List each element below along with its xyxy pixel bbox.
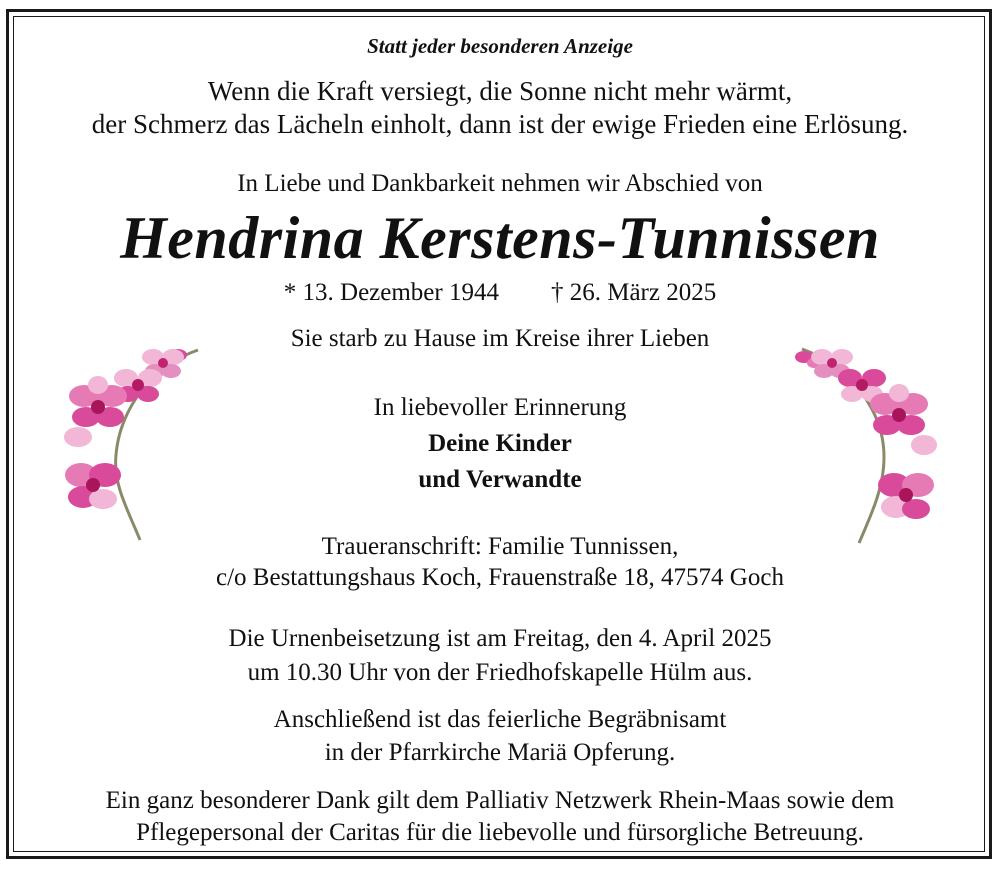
verse-line-1: Wenn die Kraft versiegt, die Sonne nicht mehr wärmt, (207, 76, 793, 106)
death-note: Sie starb zu Hause im Kreise ihrer Lieben (290, 325, 710, 352)
urn-burial-line-1: Die Urnenbeisetzung ist am Freitag, den 4. April 2025 (228, 625, 772, 652)
orchid-branch-icon (784, 335, 944, 545)
verse-line-2: der Schmerz das Lächeln einholt, dann ist der ewige Frieden eine Erlösung. (91, 109, 909, 139)
life-dates (0, 279, 1000, 307)
deceased-name: Hendrina Kerstens-Tunnissen (120, 205, 880, 271)
memory-text: In liebevoller Erinnerung (373, 394, 627, 421)
thanks-line-2: Pflegepersonal der Caritas für die liebevolle und fürsorgliche Betreuung. (136, 819, 864, 846)
mourners-line-1: Deine Kinder (428, 430, 572, 457)
address-line-1: Traueranschrift: Familie Tunnissen, (321, 533, 679, 560)
mourners-line-2: und Verwandte (418, 466, 582, 493)
birth-date: * 13. Dezember 1944 (283, 279, 499, 306)
death-date: † 26. März 2025 (550, 279, 717, 306)
farewell-text: In Liebe und Dankbarkeit nehmen wir Abschied von (237, 170, 763, 197)
thanks-line-1: Ein ganz besonderer Dank gilt dem Palliativ Netzwerk Rhein-Maas sowie dem (105, 787, 895, 814)
intro-heading: Statt jeder besonderen Anzeige (367, 34, 633, 58)
address-line-2: c/o Bestattungshaus Koch, Frauenstraße 18, 47574 Goch (216, 564, 784, 591)
requiem-line-2: in der Pfarrkirche Mariä Opferung. (324, 739, 676, 766)
orchid-branch-icon (58, 335, 218, 545)
urn-burial-line-2: um 10.30 Uhr von der Friedhofskapelle Hülm aus. (247, 659, 753, 686)
requiem-line-1: Anschließend ist das feierliche Begräbnisamt (273, 706, 727, 733)
